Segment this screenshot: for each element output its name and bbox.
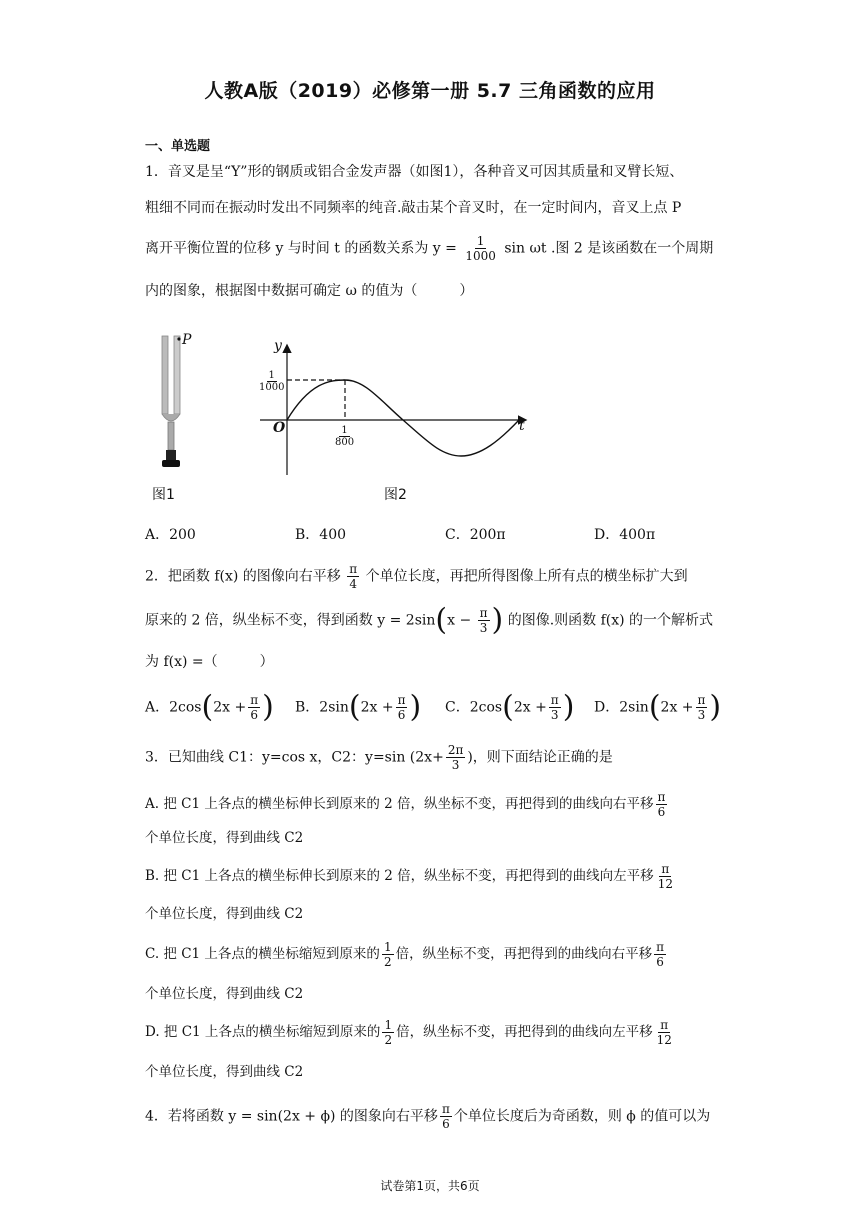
tuning-fork-figure <box>150 330 210 480</box>
q2-option-a-den: 6 <box>250 708 258 722</box>
q4-line1-b: 个单位长度后为奇函数，则 ϕ 的值可以为 <box>453 1108 711 1125</box>
q1-frac-den: 1000 <box>465 249 496 263</box>
q2-option-b-label: B． <box>295 699 320 716</box>
q2-option-b-num: π <box>397 693 406 707</box>
q3-a1: A. 把 C1 上各点的横坐标伸长到原来的 2 倍，纵坐标不变，再把得到的曲线向右平移 <box>145 796 654 812</box>
q3-c1a: C. 把 C1 上各点的横坐标缩短到原来的 <box>145 946 380 962</box>
q1-option-b[interactable]: B．400 <box>295 527 347 543</box>
q3-c-frac <box>654 940 666 969</box>
q2-line2: 原来的 2 倍，纵坐标不变，得到函数 y = 2sin(x − $\frac{\pi}{3}$ ) 的图像.则函数 f(x) 的一个解析式 <box>145 602 714 638</box>
q2-option-b-inner: 2x + <box>360 699 394 716</box>
q3-c-half-frac <box>382 940 394 969</box>
q4-line1-a: 4．若将函数 y = sin(2x + ϕ) 的图象向右平移 <box>145 1108 438 1125</box>
q2-option-b[interactable]: B．2sin(2x + $\frac{\pi}{6}$ ) <box>295 689 422 725</box>
sine-graph <box>250 340 540 480</box>
q2-option-d-num: π <box>697 693 706 707</box>
q2-option-a-fn: 2cos <box>169 699 202 716</box>
q2-line1 <box>145 562 688 591</box>
q3-d1a: D. 把 C1 上各点的横坐标缩短到原来的 <box>145 1024 381 1040</box>
q2-option-d-frac <box>696 693 708 722</box>
q2-option-c-num: π <box>550 693 559 707</box>
section-title: 一、单选题 <box>145 139 211 154</box>
q2-option-c-den: 3 <box>550 708 559 722</box>
q2-option-c[interactable]: C．2cos(2x + $\frac{\pi}{3}$ ) <box>445 689 575 725</box>
q1-line2: 粗细不同而在振动时发出不同频率的纯音.敲击某个音叉时，在一定时间内，音叉上点 P <box>145 200 682 216</box>
fig1-point-label: P <box>182 332 192 348</box>
q2-line1-b: 个单位长度，再把所得图像上所有点的横坐标扩大到 <box>365 568 688 585</box>
q2-option-c-inner: 2x + <box>513 699 547 716</box>
q3-c-half-num: 1 <box>383 940 392 954</box>
q3-d1b: 倍，纵坐标不变，再把得到的曲线向左平移 <box>396 1024 653 1040</box>
fig2-ymax-den: 1000 <box>259 382 285 393</box>
q3-option-a[interactable] <box>145 790 669 819</box>
page-title: 人教A版（2019）必修第一册 5.7 三角函数的应用 <box>204 80 656 102</box>
fig2-tq-den: 800 <box>335 437 355 448</box>
fig2-y-axis-label: y <box>274 338 282 354</box>
q2-line2-num: π <box>479 606 488 620</box>
q2-option-d-label: D． <box>594 699 620 716</box>
fig2-tq-num: 1 <box>341 425 348 436</box>
q2-line2-inner: x − <box>447 612 472 629</box>
q3-b-num: π <box>661 862 670 876</box>
q3-option-b-cont: 个单位长度，得到曲线 C2 <box>145 906 304 922</box>
q3-d-den: 12 <box>656 1033 672 1047</box>
q3-option-a-cont: 个单位长度，得到曲线 C2 <box>145 830 304 846</box>
q1-option-c[interactable]: C．200π <box>445 527 506 543</box>
q2-option-d-den: 3 <box>697 708 706 722</box>
q2-option-c-fn: 2cos <box>469 699 503 716</box>
fig2-label: 图2 <box>384 487 407 503</box>
q2-option-d[interactable]: D．2sin(2x + $\frac{\pi}{3}$ ) <box>594 689 722 725</box>
q4-line1 <box>145 1102 710 1131</box>
q3-a-num: π <box>657 790 666 804</box>
q2-line2-b: 的图像.则函数 f(x) 的一个解析式 <box>507 612 714 629</box>
q2-option-a-inner: 2x + <box>213 699 247 716</box>
q3-d-frac <box>655 1018 674 1047</box>
q2-option-a-num: π <box>250 693 259 707</box>
q2-option-b-frac <box>396 693 408 722</box>
q2-shift-fraction <box>347 562 359 591</box>
q3-c-num: π <box>656 940 664 954</box>
page-footer: 试卷第1页，共6页 <box>380 1179 480 1193</box>
q2-option-b-den: 6 <box>397 708 406 722</box>
q4-den: 6 <box>442 1117 450 1131</box>
q1-line3-b: sin ωt .图 2 是该函数在一个周期 <box>504 240 714 257</box>
q3-c1b: 倍，纵坐标不变，再把得到的曲线向右平移 <box>395 946 653 962</box>
q1-line3 <box>145 234 713 263</box>
q4-num: π <box>441 1102 450 1116</box>
fig1-label: 图1 <box>152 487 175 503</box>
q3-line1 <box>145 743 613 772</box>
fig2-tq-label <box>333 425 356 448</box>
q2-option-d-fn: 2sin <box>619 699 649 716</box>
fig2-ymax-label <box>257 370 286 393</box>
q3-line1-frac <box>446 743 466 772</box>
q3-d-half-frac <box>382 1018 394 1047</box>
fig2-ymax-num: 1 <box>268 370 275 381</box>
fig2-origin-label: O <box>273 420 286 436</box>
fig2-t-axis-label: t <box>519 418 525 434</box>
q1-line4: 内的图象，根据图中数据可确定 ω 的值为（ ） <box>145 283 474 299</box>
q1-line3-a: 离开平衡位置的位移 y 与时间 t 的函数关系为 y = <box>145 240 457 257</box>
q3-option-d[interactable] <box>145 1018 676 1047</box>
q3-option-b[interactable] <box>145 862 677 891</box>
q2-option-a-frac <box>248 693 260 722</box>
q3-a-frac <box>656 790 668 819</box>
q3-d-num: π <box>660 1018 669 1032</box>
q3-line1-den: 3 <box>451 758 460 772</box>
sine-curve <box>287 380 519 456</box>
q3-b-frac <box>656 862 675 891</box>
q2-line1-a: 2．把函数 f(x) 的图像向右平移 <box>145 568 341 585</box>
q3-line1-a: 3．已知曲线 C1：y=cos x，C2：y=sin (2x+ <box>145 749 444 766</box>
q3-c-den: 6 <box>656 955 664 969</box>
q2-line2-den: 3 <box>479 621 488 635</box>
q2-line2-a: 原来的 2 倍，纵坐标不变，得到函数 y = 2sin <box>145 612 436 629</box>
q3-d-half-den: 2 <box>384 1033 393 1047</box>
q2-shift-num: π <box>349 562 358 576</box>
q2-line3: 为 f(x) =（ ） <box>145 654 274 670</box>
q2-option-b-fn: 2sin <box>319 699 349 716</box>
q1-fraction <box>463 234 498 263</box>
q2-option-c-label: C． <box>445 699 470 716</box>
q2-option-a-label: A． <box>145 699 170 716</box>
q3-a-den: 6 <box>657 805 666 819</box>
q2-shift-den: 4 <box>349 577 358 591</box>
q1-option-d[interactable]: D．400π <box>594 527 656 543</box>
q3-c-half-den: 2 <box>383 955 392 969</box>
q1-line1: 1．音叉是呈“Y”形的钢质或铝合金发声器（如图1），各种音叉可因其质量和叉臂长短、 <box>145 164 684 180</box>
q4-frac <box>440 1102 452 1131</box>
q3-line1-b: )，则下面结论正确的是 <box>467 749 613 766</box>
q1-frac-num: 1 <box>476 234 485 248</box>
q3-option-d-cont: 个单位长度，得到曲线 C2 <box>145 1064 304 1080</box>
q3-line1-num: 2π <box>447 743 464 757</box>
q3-option-c[interactable] <box>145 940 668 969</box>
q3-b-den: 12 <box>657 877 673 891</box>
q2-option-c-frac <box>549 693 561 722</box>
q2-line2-fraction <box>478 606 490 635</box>
q3-b1: B. 把 C1 上各点的横坐标伸长到原来的 2 倍，纵坐标不变，再把得到的曲线向左平移 <box>145 868 654 884</box>
q3-option-c-cont: 个单位长度，得到曲线 C2 <box>145 986 304 1002</box>
q3-d-half-num: 1 <box>384 1018 393 1032</box>
q2-option-a[interactable]: A．2cos(2x + $\frac{\pi}{6}$ ) <box>145 689 274 725</box>
q2-option-d-inner: 2x + <box>660 699 694 716</box>
q1-option-a[interactable]: A．200 <box>145 527 196 543</box>
